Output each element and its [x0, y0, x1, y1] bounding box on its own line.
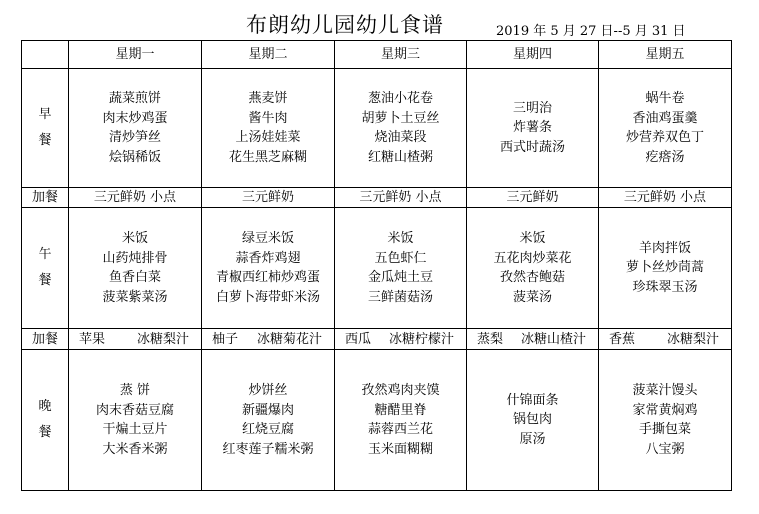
dish-item: 炒饼丝 — [248, 383, 288, 398]
dish-item: 上汤娃娃菜 — [235, 130, 301, 145]
dish-item: 红枣莲子糯米粥 — [222, 441, 314, 457]
dish-item: 清炒笋丝 — [108, 130, 161, 145]
dish-item: 家常黄焖鸡 — [632, 402, 698, 418]
dish-item: 香油鸡蛋羹 — [632, 110, 698, 126]
day-header: 星期三 — [335, 41, 467, 69]
dish-item: 珍珠翠玉汤 — [632, 279, 698, 295]
dish-item: 新疆爆肉 — [241, 402, 294, 418]
dish-item: 五色虾仁 — [374, 250, 427, 266]
dish-item: 花生黑芝麻糊 — [228, 149, 307, 165]
menu-cell — [599, 69, 732, 188]
snack-cell: 柚子 冰糖菊花汁 — [202, 329, 335, 350]
dish-item: 绿豆米饭 — [241, 231, 294, 246]
day-header: 星期一 — [69, 41, 202, 69]
snack-cell: 三元鲜奶 小点 — [599, 188, 732, 208]
dish-item: 烩锅稀饭 — [108, 149, 161, 165]
snack-cell: 三元鲜奶 — [467, 188, 599, 208]
dish-item: 三明治 — [512, 100, 552, 116]
dish-item: 炸薯条 — [512, 120, 552, 136]
snack-cell: 蒸梨 冰糖山楂汁 — [467, 329, 599, 350]
day-header: 星期四 — [467, 41, 599, 69]
dish-item: 蒜香炸鸡翅 — [235, 250, 301, 266]
day-header: 星期二 — [202, 41, 335, 69]
dish-item: 米饭 — [121, 231, 148, 246]
menu-cell — [69, 208, 202, 329]
dish-item: 萝卜丝炒茼蒿 — [625, 260, 704, 276]
menu-cell — [202, 350, 335, 491]
dish-item: 菠菜汤 — [512, 289, 552, 305]
menu-cell — [202, 208, 335, 329]
dish-item: 金瓜炖土豆 — [367, 270, 433, 285]
snack-cell: 三元鲜奶 小点 — [335, 188, 467, 208]
dish-item: 玉米面糊糊 — [367, 441, 433, 457]
dish-item: 干煸土豆片 — [102, 422, 168, 437]
dish-item: 原汤 — [519, 431, 546, 447]
menu-cell — [202, 69, 335, 188]
dish-item: 燕麦饼 — [248, 91, 288, 106]
dish-item: 手撕包菜 — [638, 422, 691, 437]
page-title: 布朗幼儿园幼儿食谱 — [246, 13, 444, 37]
menu-cell — [599, 208, 732, 329]
lunch-label: 午 餐 — [22, 208, 69, 329]
day-header: 星期五 — [599, 41, 732, 69]
dish-item: 菠菜紫菜汤 — [102, 289, 168, 305]
dinner-row — [22, 350, 732, 491]
dish-item: 肉末炒鸡蛋 — [102, 110, 168, 126]
dish-item: 大米香米粥 — [102, 441, 168, 457]
menu-cell — [467, 208, 599, 329]
snack-row-2 — [22, 329, 732, 350]
date-range: 2019 年 5 月 27 日--5 月 31 日 — [496, 24, 686, 39]
snack-cell: 三元鲜奶 — [202, 188, 335, 208]
dish-item: 蔬菜煎饼 — [108, 91, 161, 106]
dish-item: 蒜蓉西兰花 — [367, 422, 433, 437]
dish-item: 五花肉炒菜花 — [493, 250, 572, 266]
dish-item: 葱油小花卷 — [367, 91, 433, 106]
snack-row-1 — [22, 188, 732, 208]
menu-cell — [599, 350, 732, 491]
dish-item: 鱼香白菜 — [108, 270, 161, 285]
snack-label: 加餐 — [22, 329, 69, 350]
dish-item: 红糖山楂粥 — [367, 149, 433, 165]
dish-item: 烧油菜段 — [374, 130, 427, 145]
breakfast-row — [22, 69, 732, 188]
menu-cell — [467, 350, 599, 491]
dish-item: 三鲜菌菇汤 — [367, 289, 433, 305]
menu-cell — [335, 69, 467, 188]
header-row — [22, 41, 732, 69]
dish-item: 羊肉拌饭 — [638, 240, 691, 256]
snack-cell: 苹果 冰糖梨汁 — [69, 329, 202, 350]
dish-item: 菠菜汁馒头 — [632, 383, 698, 398]
dish-item: 青椒西红柿炒鸡蛋 — [215, 270, 320, 285]
dish-item: 西式时蔬汤 — [499, 139, 565, 155]
snack-cell: 三元鲜奶 小点 — [69, 188, 202, 208]
dish-item: 胡萝卜土豆丝 — [361, 110, 440, 126]
menu-cell — [69, 69, 202, 188]
menu-cell — [467, 69, 599, 188]
snack-cell: 香蕉 冰糖梨汁 — [599, 329, 732, 350]
dish-item: 白萝卜海带虾米汤 — [215, 289, 320, 305]
dish-item: 疙瘩汤 — [645, 149, 685, 165]
menu-cell — [335, 350, 467, 491]
dish-item: 米饭 — [387, 231, 414, 246]
dinner-label: 晚 餐 — [22, 350, 69, 491]
dish-item: 孜然杏鲍菇 — [499, 270, 565, 285]
menu-cell — [69, 350, 202, 491]
menu-cell — [335, 208, 467, 329]
dish-item: 糖醋里脊 — [374, 402, 427, 418]
dish-item: 酱牛肉 — [248, 110, 288, 126]
dish-item: 什锦面条 — [506, 392, 559, 408]
snack-cell: 西瓜 冰糖柠檬汁 — [335, 329, 467, 350]
dish-item: 炒营养双色丁 — [625, 130, 704, 145]
snack-label: 加餐 — [22, 188, 69, 208]
dish-item: 蒸 饼 — [119, 383, 151, 398]
dish-item: 米饭 — [519, 231, 546, 246]
dish-item: 八宝粥 — [645, 441, 685, 457]
lunch-row — [22, 208, 732, 329]
corner-cell — [22, 41, 69, 69]
breakfast-label: 早 餐 — [22, 69, 69, 188]
menu-table — [21, 40, 732, 491]
dish-item: 孜然鸡肉夹馍 — [361, 383, 440, 398]
dish-item: 红烧豆腐 — [241, 422, 294, 437]
dish-item: 蜗牛卷 — [645, 91, 685, 106]
dish-item: 锅包肉 — [512, 412, 552, 428]
dish-item: 肉末香菇豆腐 — [95, 402, 174, 418]
dish-item: 山药炖排骨 — [102, 250, 168, 266]
